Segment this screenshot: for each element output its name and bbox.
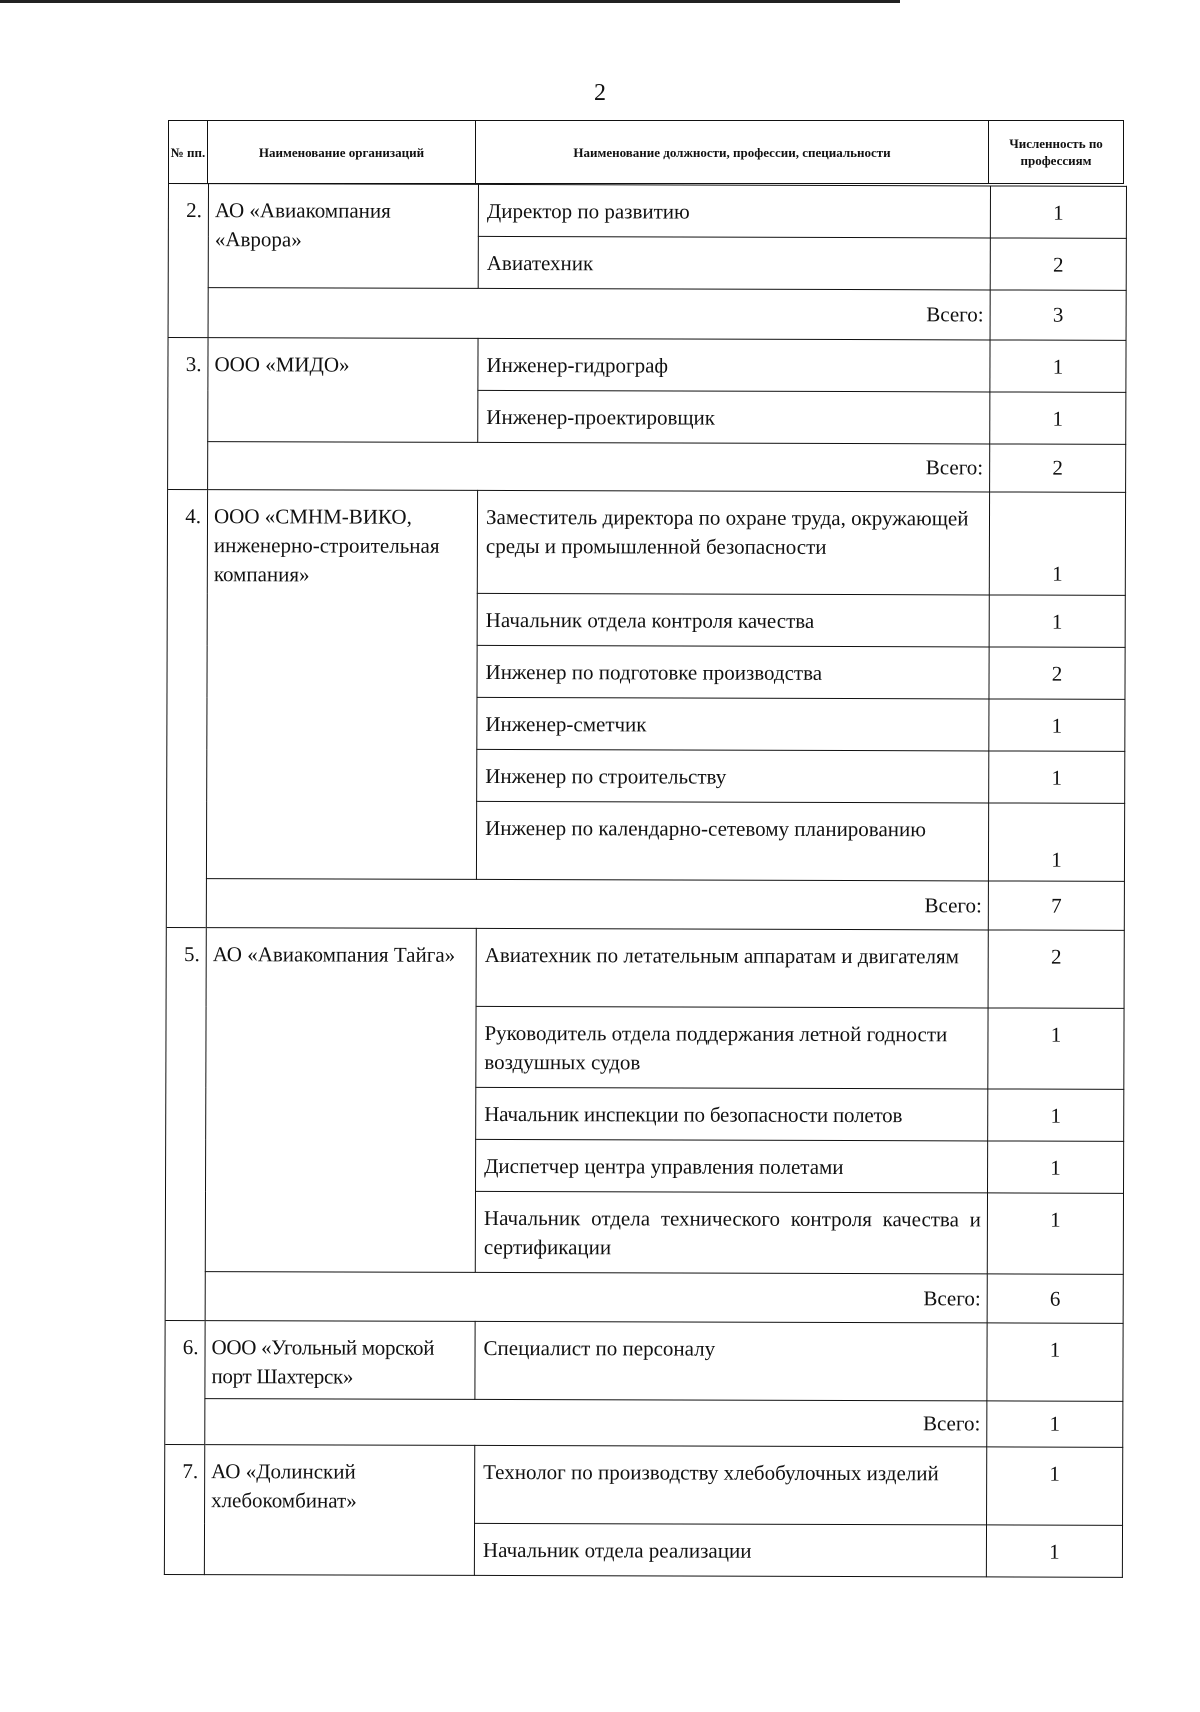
position-count: 1	[989, 751, 1125, 803]
page-number: 2	[594, 80, 606, 106]
row-number: 3.	[168, 338, 208, 490]
row-number: 7.	[164, 1444, 204, 1574]
total-value: 6	[987, 1274, 1123, 1323]
organization-name: АО «Авиакомпания Тайга»	[205, 928, 476, 1273]
position-name: Технолог по производству хлебобулочных изделий	[475, 1445, 987, 1525]
total-label: Всего:	[206, 879, 988, 930]
position-count: 2	[989, 647, 1125, 699]
position-name: Специалист по персоналу	[475, 1321, 987, 1401]
organization-name: АО «Авиакомпания «Аврора»	[208, 184, 478, 289]
position-name: Инженер по календарно-сетевому планированию	[476, 801, 988, 881]
position-count: 1	[988, 1008, 1124, 1089]
position-name: Инженер-проектировщик	[478, 390, 990, 444]
header-count: Численность по профессиям	[989, 121, 1124, 184]
position-count: 1	[990, 340, 1126, 392]
total-label: Всего:	[205, 1399, 987, 1447]
total-row	[165, 1271, 1123, 1323]
table-row	[165, 1444, 1123, 1525]
total-value: 1	[987, 1401, 1123, 1447]
position-name: Диспетчер центра управления полетами	[476, 1139, 988, 1193]
position-count: 1	[989, 699, 1125, 751]
total-label: Всего:	[205, 1272, 987, 1323]
row-number: 6.	[165, 1320, 205, 1444]
row-number: 4.	[166, 490, 207, 928]
row-number: 2.	[168, 184, 208, 338]
total-label: Всего:	[208, 288, 990, 340]
position-name: Заместитель директора по охране труда, окружающей среды и промышленной безопасности	[477, 490, 989, 595]
organization-name: ООО «СМНМ-ВИКО, инженерно-строительная компания»	[206, 490, 477, 880]
position-count: 1	[988, 803, 1124, 881]
header-org: Наименование организаций	[208, 121, 476, 184]
table-row	[166, 927, 1124, 1008]
position-name: Начальник отдела контроля качества	[477, 593, 989, 647]
position-name: Авиатехник по летательным аппаратам и двигателям	[476, 928, 988, 1008]
table-row	[167, 490, 1125, 596]
organization-name: ООО «Угольный морской порт Шахтерск»	[205, 1321, 475, 1400]
organization-name: АО «Долинский хлебокомбинат»	[204, 1445, 474, 1576]
position-count: 2	[988, 930, 1124, 1008]
position-count: 1	[988, 1141, 1124, 1193]
table-header	[168, 120, 1124, 184]
position-name: Начальник отдела технического контроля качества и сертификации	[475, 1191, 987, 1274]
position-name: Начальник отдела реализации	[474, 1523, 986, 1577]
top-rule	[0, 0, 900, 3]
position-count: 1	[990, 392, 1126, 444]
position-name: Авиатехник	[478, 236, 990, 290]
position-count: 1	[987, 1447, 1123, 1525]
total-row	[165, 1398, 1123, 1447]
position-count: 1	[989, 492, 1125, 595]
position-count: 1	[989, 595, 1125, 647]
position-name: Инженер по строительству	[477, 749, 989, 803]
table-row	[168, 338, 1126, 393]
position-count: 1	[987, 1193, 1123, 1274]
header-position: Наименование должности, профессии, специальности	[476, 121, 989, 184]
position-name: Руководитель отдела поддержания летной годности воздушных судов	[476, 1006, 988, 1089]
total-value: 2	[990, 444, 1126, 492]
total-row	[168, 288, 1126, 341]
position-name: Инженер-гидрограф	[478, 338, 990, 392]
row-number: 5.	[165, 927, 206, 1320]
total-row	[166, 878, 1124, 930]
position-name: Начальник инспекции по безопасности полетов	[476, 1087, 988, 1141]
staff-table	[164, 183, 1127, 1578]
position-name: Директор по развитию	[478, 184, 990, 238]
position-name: Инженер-сметчик	[477, 697, 989, 751]
organization-name: ООО «МИДО»	[208, 338, 478, 443]
total-value: 7	[988, 881, 1124, 930]
position-count: 1	[990, 186, 1126, 238]
position-count: 1	[987, 1323, 1123, 1401]
position-name: Инженер по подготовке производства	[477, 645, 989, 699]
position-count: 1	[986, 1525, 1122, 1577]
table-row	[168, 184, 1126, 239]
table-row	[165, 1320, 1123, 1401]
total-row	[168, 442, 1126, 493]
total-value: 3	[990, 290, 1126, 340]
position-count: 2	[990, 238, 1126, 290]
header-num: № пп.	[169, 121, 208, 184]
total-label: Всего:	[208, 442, 990, 492]
position-count: 1	[988, 1089, 1124, 1141]
